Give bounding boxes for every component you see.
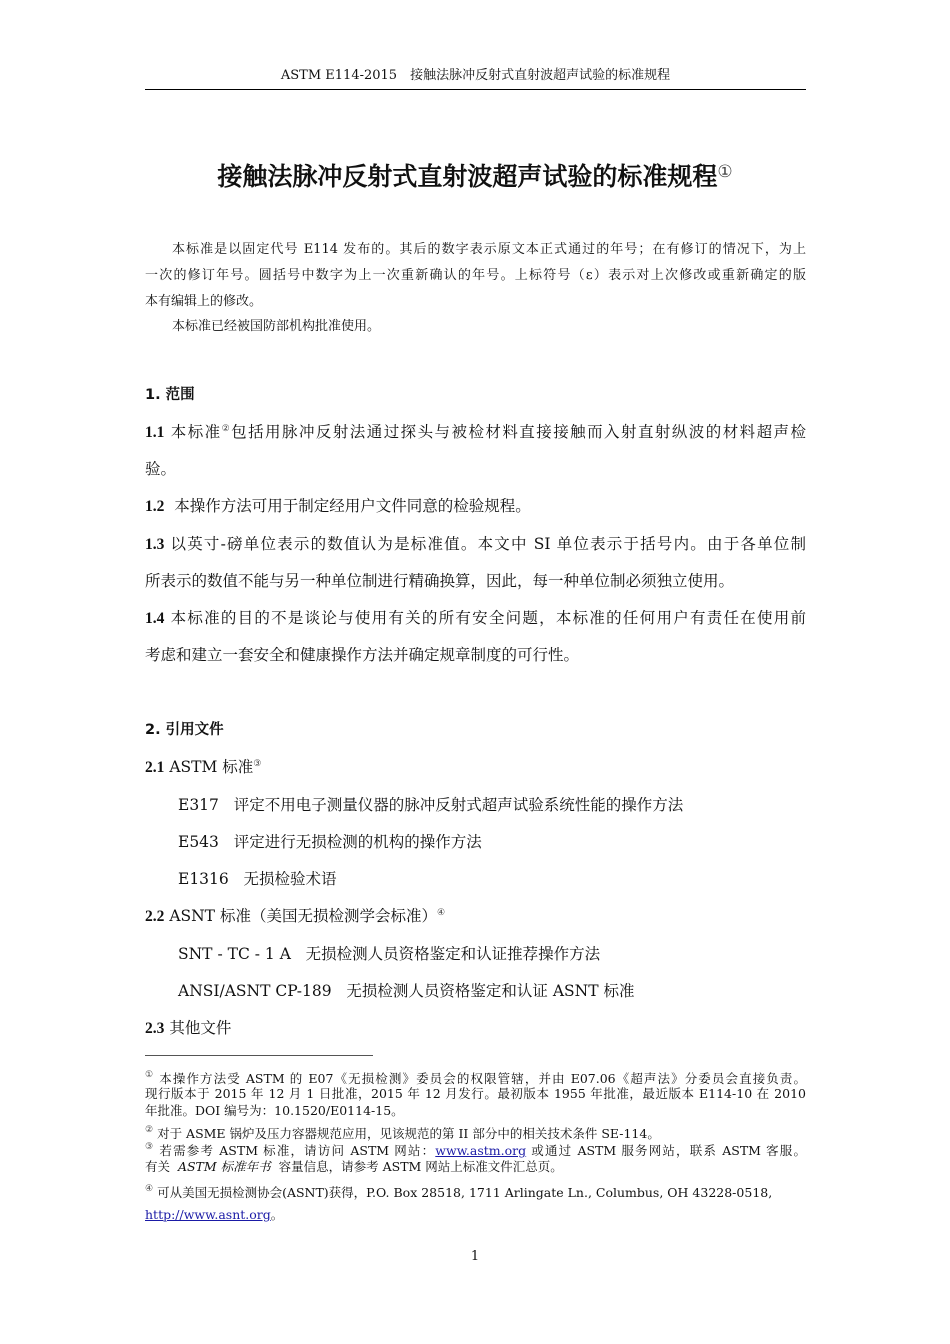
footnote-mark: ④: [145, 1184, 154, 1194]
reference-code: E317: [178, 796, 219, 814]
section-1-heading: 1. 范围: [145, 387, 195, 403]
clause-1-4-cont: 考虑和建立一套安全和健康操作方法并确定规章制度的可行性。: [145, 646, 580, 664]
clause-number: 1.1: [145, 424, 165, 441]
astm-link[interactable]: www.astm.org: [435, 1143, 527, 1158]
clause-1-2: [145, 499, 531, 515]
clause-2-3: [145, 1021, 231, 1037]
footnote-mark: ②: [221, 424, 232, 434]
book-title: ASTM 标准年书: [177, 1159, 271, 1174]
clause-text: 本操作方法可用于制定经用户文件同意的检验规程。: [174, 497, 531, 515]
clause-text: 本标准: [170, 423, 222, 441]
footnote-text: 或通过 ASTM 服务网站，联系 ASTM 客服。: [531, 1143, 806, 1158]
title-footnote-mark: ①: [717, 162, 733, 182]
clause-number: 1.2: [145, 498, 165, 515]
reference-title: 无损检测人员资格鉴定和认证 ASNT 标准: [346, 982, 635, 1000]
reference-item: [178, 947, 600, 963]
footnote-mark: ③: [253, 759, 262, 769]
footnote-2: [145, 1126, 660, 1141]
footnote-text: 本操作方法受 ASTM 的 E07《无损检测》委员会的权限管辖，并由 E07.06《超声法》分委员会直接负责。: [159, 1071, 806, 1086]
footnote-1-line-2: 现行版本于 2015 年 12 月 1 日批准，2015 年 12 月发行。最初版本 1955 年批准，最近版本 E114-10 在 2010: [145, 1086, 806, 1101]
clause-text: ASTM 标准: [169, 758, 254, 776]
footnote-mark: ③: [145, 1142, 155, 1152]
header-rule: [145, 89, 806, 90]
footnote-4-line-2: [145, 1209, 283, 1222]
clause-text: 以英寸-磅单位表示的数值认为是标准值。本文中 SI 单位表示于括号内。由于各单位制: [170, 535, 806, 553]
intro-line-3: 本有编辑上的修改。: [145, 294, 263, 309]
footnote-text: 容量信息，请参考 ASTM 网站上标准文件汇总页。: [278, 1159, 563, 1174]
intro-line-1: 本标准是以固定代号 E114 发布的。其后的数字表示原文本正式通过的年号；在有修订的情况下，为上: [172, 242, 806, 257]
footnote-3: [145, 1143, 806, 1158]
reference-item: [178, 798, 683, 814]
clause-2-1: [145, 760, 261, 776]
clause-number: 2.2: [145, 908, 165, 925]
reference-item: [178, 835, 482, 851]
footnote-1: [145, 1071, 806, 1086]
clause-1-1: [145, 425, 806, 441]
page-number: 1: [470, 1249, 480, 1264]
reference-code: E543: [178, 833, 219, 851]
footnote-mark: ②: [145, 1125, 154, 1135]
running-header: ASTM E114-2015 接触法脉冲反射式直射波超声试验的标准规程: [280, 68, 671, 83]
footnote-rule: [145, 1055, 373, 1056]
reference-code: SNT - TC - 1 A: [178, 945, 291, 963]
reference-code: E1316: [178, 870, 229, 888]
reference-title: 无损检测人员资格鉴定和认证推荐操作方法: [305, 945, 601, 963]
footnote-4: [145, 1185, 772, 1200]
footnote-text: 可从美国无损检测协会(ASNT)获得，P.O. Box 28518, 1711 Arlingate Ln., Columbus, OH 43228-0518,: [157, 1185, 773, 1200]
footnote-1-line-3: 年批准。DOI 编号为：10.1520/E0114-15。: [145, 1103, 404, 1118]
clause-1-1-cont: 验。: [145, 460, 177, 478]
clause-1-4: [145, 611, 806, 627]
footnote-text: 对于 ASME 锅炉及压力容器规范应用，见该规范的第 II 部分中的相关技术条件 SE-114。: [157, 1126, 660, 1141]
clause-text: ASNT 标准（美国无损检测学会标准）: [169, 907, 437, 925]
clause-2-2: [145, 909, 445, 925]
intro-approval: 本标准已经被国防部机构批准使用。: [172, 319, 381, 334]
footnote-text: 。: [270, 1207, 284, 1222]
footnote-text: 有关: [145, 1159, 171, 1174]
asnt-link[interactable]: http://www.asnt.org: [145, 1207, 271, 1222]
document-title: [0, 164, 950, 189]
reference-title: 评定进行无损检测的机构的操作方法: [233, 833, 482, 851]
reference-title: 评定不用电子测量仪器的脉冲反射式超声试验系统性能的操作方法: [233, 796, 684, 814]
clause-number: 1.3: [145, 536, 165, 553]
reference-item: [178, 984, 634, 1000]
reference-code: ANSI/ASNT CP-189: [178, 982, 332, 1000]
section-2-heading: 2. 引用文件: [145, 722, 224, 738]
title-text: 接触法脉冲反射式直射波超声试验的标准规程: [217, 162, 718, 191]
clause-number: 1.4: [145, 610, 165, 627]
reference-item: [178, 872, 337, 888]
clause-text: 其他文件: [169, 1019, 232, 1037]
clause-1-3-cont: 所表示的数值不能与另一种单位制进行精确换算，因此，每一种单位制必须独立使用。: [145, 572, 735, 590]
footnote-mark: ④: [436, 908, 446, 918]
reference-title: 无损检验术语: [243, 870, 337, 888]
footnote-mark: ①: [145, 1070, 155, 1080]
footnote-text: 若需参考 ASTM 标准，请访问 ASTM 网站：: [159, 1143, 436, 1158]
footnote-3-line-2: [145, 1161, 563, 1174]
clause-number: 2.3: [145, 1020, 165, 1037]
intro-line-2: 一次的修订年号。圆括号中数字为上一次重新确认的年号。上标符号（ε）表示对上次修改或重新确定的版: [145, 268, 806, 283]
clause-text: 包括用脉冲反射法通过探头与被检材料直接接触而入射直射纵波的材料超声检: [231, 423, 806, 441]
clause-number: 2.1: [145, 759, 165, 776]
clause-text: 本标准的目的不是谈论与使用有关的所有安全问题，本标准的任何用户有责任在使用前: [170, 609, 806, 627]
clause-1-3: [145, 537, 806, 553]
